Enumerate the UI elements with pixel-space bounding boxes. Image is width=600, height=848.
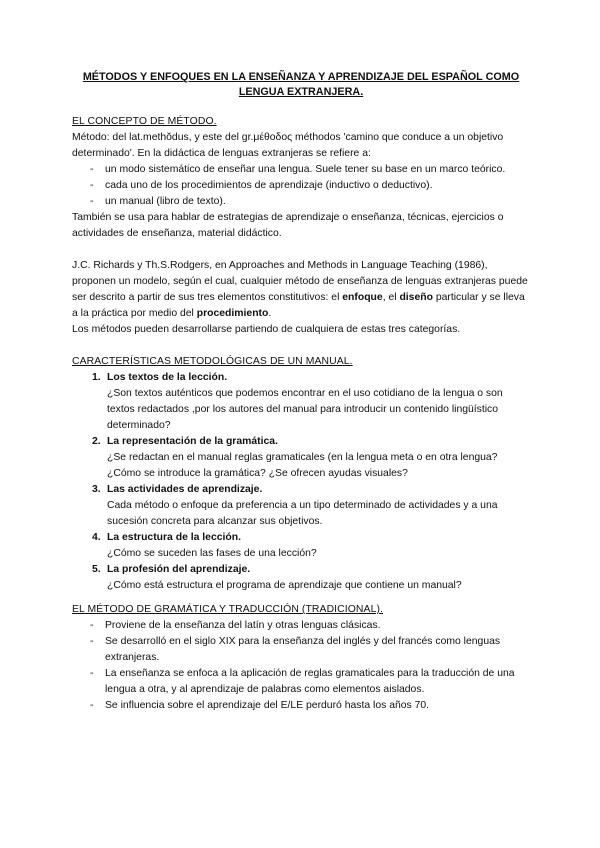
term-enfoque: enfoque xyxy=(342,292,383,303)
item-heading: Las actividades de aprendizaje. xyxy=(107,484,263,495)
paragraph-text: , el xyxy=(382,292,400,303)
numbered-item xyxy=(92,370,530,434)
item-heading: La representación de la gramática. xyxy=(107,436,278,447)
item-heading: Los textos de la lección. xyxy=(107,372,228,383)
list-item: - un modo sistemático de enseñar una lengua. Suele tener su base en un marco teórico. xyxy=(90,162,530,178)
document-title: MÉTODOS Y ENFOQUES EN LA ENSEÑANZA Y APRENDIZAJE DEL ESPAÑOL COMO LENGUA EXTRANJERA. xyxy=(82,71,520,98)
item-number: 1. xyxy=(92,372,101,383)
numbered-item xyxy=(92,434,530,482)
item-text: ¿Se redactan en el manual reglas gramaticales (en la lengua meta o en otra lengua? ¿Cómo se introduce la gramática? ¿Se ofrecen ayudas visuales? xyxy=(107,452,498,479)
section-heading-concepto: EL CONCEPTO DE MÉTODO. xyxy=(72,116,217,127)
also-used-paragraph: También se usa para hablar de estrategias de aprendizaje o enseñanza, técnicas, ejercicios o actividades de enseñanza, material didáctico. xyxy=(72,212,504,239)
manual-characteristics-list xyxy=(72,370,530,594)
numbered-item xyxy=(92,530,530,562)
item-heading: La estructura de la lección. xyxy=(107,532,241,543)
section-heading-gramatica-traduccion: EL MÉTODO DE GRAMÁTICA Y TRADUCCIÓN (TRADICIONAL). xyxy=(72,604,383,615)
item-number: 4. xyxy=(92,532,101,543)
item-number: 3. xyxy=(92,484,101,495)
list-item: - cada uno de los procedimientos de aprendizaje (inductivo o deductivo). xyxy=(90,178,530,194)
paragraph-text: particular y se lleva a la práctica por medio del xyxy=(72,292,525,319)
item-heading: La profesión del aprendizaje. xyxy=(107,564,251,575)
term-diseno: diseño xyxy=(399,292,433,303)
list-item: - La enseñanza se enfoca a la aplicación de reglas gramaticales para la traducción de una lengua a otra, y al aprendizaje de palabras como elementos aislados. xyxy=(90,666,530,698)
numbered-item xyxy=(92,482,530,530)
numbered-item xyxy=(92,562,530,594)
metodo-meanings-list xyxy=(72,162,530,210)
gramatica-traduccion-list xyxy=(72,618,530,714)
paragraph-text: J.C. Richards y Th.S.Rodgers, en Approaches and Methods in Language Teaching (1986), proponen un modelo, según el cual, cualquier método de enseñanza de lenguas extranjeras puede ser descrito a partir de sus tres elementos constitutivos: el xyxy=(72,260,528,303)
richards-rodgers-paragraph xyxy=(72,258,530,322)
list-item: - Proviene de la enseñanza del latín y otras lenguas clásicas. xyxy=(90,618,530,634)
item-text: ¿Cómo se suceden las fases de una lección? xyxy=(107,548,317,559)
list-item: - Se influencia sobre el aprendizaje del E/LE perduró hasta los años 70. xyxy=(90,698,530,714)
section-heading-caracteristicas: CARACTERÍSTICAS METODOLÓGICAS DE UN MANUAL. xyxy=(72,356,353,367)
list-item: - un manual (libro de texto). xyxy=(90,194,530,210)
item-number: 5. xyxy=(92,564,101,575)
list-item: - Se desarrolló en el siglo XIX para la enseñanza del inglés y del francés como lenguas extranjeras. xyxy=(90,634,530,666)
item-text: ¿Cómo está estructura el programa de aprendizaje que contiene un manual? xyxy=(107,580,462,591)
item-text: Cada método o enfoque da preferencia a un tipo determinado de actividades y a una sucesión concreta para alcanzar sus objetivos. xyxy=(107,500,498,527)
item-text: ¿Son textos auténticos que podemos encontrar en el uso cotidiano de la lengua o son textos redactados ,por los autores del manual para introducir un contenido lingüístico determinado? xyxy=(107,388,503,431)
categories-paragraph: Los métodos pueden desarrollarse partiendo de cualquiera de estas tres categorías. xyxy=(72,324,461,335)
term-procedimiento: procedimiento xyxy=(196,308,269,319)
metodo-definition: Método: del lat.methŏdus, y este del gr.μέθοδος méthodos 'camino que conduce a un objetivo determinado'. En la didáctica de lenguas extranjeras se refiere a: xyxy=(72,132,504,159)
paragraph-text: . xyxy=(268,308,272,319)
item-number: 2. xyxy=(92,436,101,447)
